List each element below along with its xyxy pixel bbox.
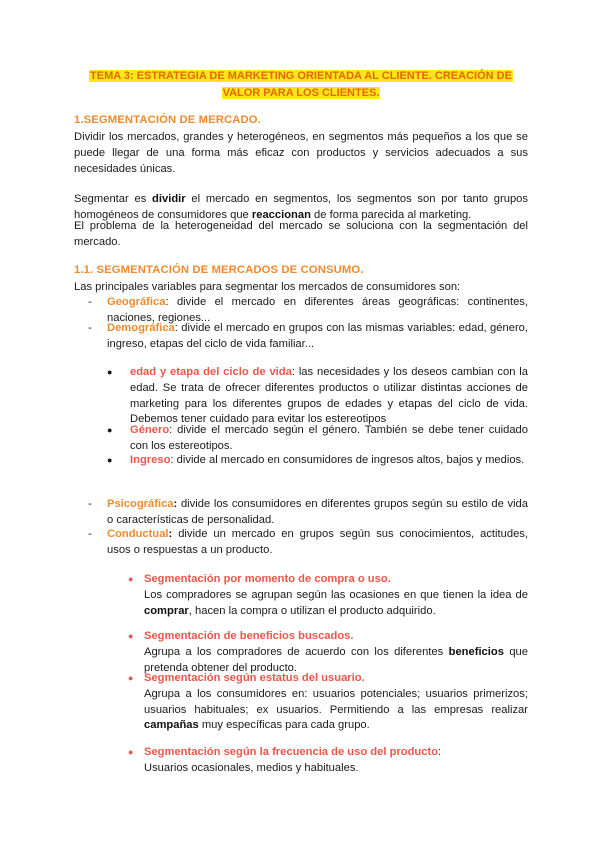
conductual-colon: : <box>168 528 173 540</box>
momento-text-c: , hacen la compra o utilizan el producto adquirido. <box>188 604 436 617</box>
momento-text-a: Los compradores se agrupan según las ocasiones en que tienen la idea de <box>144 588 528 601</box>
sub-beneficios <box>74 629 528 676</box>
ingreso-label: Ingreso <box>130 454 171 466</box>
section-1-para-3-wrap <box>74 219 528 251</box>
dash-marker: - <box>88 322 92 334</box>
item-conductual <box>74 527 528 559</box>
p2-c: el mercado en segmentos, los segmentos son por tanto grupos homogéneos de consumidores que <box>74 193 528 221</box>
edad-label: edad y etapa del ciclo de vida <box>130 366 292 378</box>
item-demografica <box>74 321 528 353</box>
dash-marker: - <box>88 296 92 308</box>
momento-comprar: comprar <box>144 604 189 617</box>
p2-e: de forma parecida al marketing. <box>310 208 472 221</box>
sub-frecuencia <box>74 745 528 777</box>
p2-a: Segmentar es <box>74 193 153 205</box>
beneficios-text-a: Agrupa a los compradores de acuerdo con los diferentes <box>144 645 449 658</box>
dash-marker: - <box>88 528 92 540</box>
estatus-text-a: Agrupa a los consumidores en: usuarios potenciales; usuarios primerizos; usuarios habituales; ex usuarios. Permitiendo a las empresas realizar <box>144 687 528 716</box>
bullet-icon: ● <box>107 367 113 377</box>
p2-dividir: dividir <box>152 193 186 205</box>
bullet-icon: ● <box>107 455 113 465</box>
document-page <box>74 0 528 774</box>
item-psicografica <box>74 497 528 529</box>
document-title <box>74 68 528 102</box>
title-line-2: VALOR PARA LOS CLIENTES. <box>222 87 380 99</box>
conductual-label: Conductual <box>107 528 169 540</box>
demografica-label: Demográfica <box>107 322 175 334</box>
bullet-ingreso <box>74 453 528 469</box>
bullet-genero <box>74 423 528 455</box>
estatus-text-c: muy específicas para cada grupo. <box>198 719 370 732</box>
bullet-edad <box>74 365 528 428</box>
estatus-campanas: campañas <box>144 719 199 732</box>
frecuencia-colon: : <box>438 746 442 758</box>
beneficios-text-c: que pretenda obtener del producto. <box>144 645 528 674</box>
section-1-1-intro-wrap <box>74 280 528 296</box>
psicografica-label: Psicográfica <box>107 498 174 510</box>
frecuencia-label: Segmentación según la frecuencia de uso del producto <box>144 746 439 758</box>
section-1-paragraph-3: El problema de la heterogeneidad del mercado se soluciona con la segmentación del mercado. <box>74 220 528 248</box>
geografica-text: : divide el mercado en diferentes áreas geográficas: continentes, naciones, regiones... <box>107 296 528 324</box>
sub-estatus <box>74 671 528 734</box>
bullet-icon: ● <box>128 574 134 584</box>
bullet-icon: ● <box>128 673 134 683</box>
section-1-1-heading-wrap <box>74 264 528 276</box>
edad-text: : las necesidades y los deseos cambian con la edad. Se trata de ofrecer diferentes productos o utilizar distintas acciones de marketing para los diferentes grupos de edades y etapas del ciclo de vida. Debemos tener cuidado para evitar los estereotipos <box>130 366 528 426</box>
title-line-1: TEMA 3: ESTRATEGIA DE MARKETING ORIENTADA AL CLIENTE. CREACIÓN DE <box>90 70 512 82</box>
sub-momento-compra <box>74 572 528 619</box>
section-1-1-intro: Las principales variables para segmentar los mercados de consumidores son: <box>74 281 461 293</box>
geografica-label: Geográfica <box>107 296 166 308</box>
momento-label: Segmentación por momento de compra o uso. <box>144 573 391 585</box>
psicografica-text: divide los consumidores en diferentes grupos según su estilo de vida o características de personalidad. <box>107 498 528 526</box>
section-1 <box>74 114 528 126</box>
bullet-icon: ● <box>128 631 134 641</box>
demografica-text: : divide el mercado en grupos con las mismas variables: edad, género, ingreso, etapas del ciclo de vida familiar... <box>107 322 528 350</box>
psicografica-colon: : <box>173 498 178 510</box>
section-1-1-heading: 1.1. SEGMENTACIÓN DE MERCADOS DE CONSUMO. <box>74 264 364 276</box>
section-1-paragraph-1: Dividir los mercados, grandes y heterogéneos, en segmentos más pequeños a los que se puede llegar de una forma más eficaz con productos y servicios adecuados a sus necesidades únicas. <box>74 131 528 175</box>
p2-reaccionan: reaccionan <box>251 208 311 221</box>
ingreso-text: : divide al mercado en consumidores de ingresos altos, bajos y medios. <box>170 454 525 466</box>
section-1-para-1-wrap <box>74 130 528 177</box>
conductual-text: divide un mercado en grupos según sus conocimientos, actitudes, usos o respuestas a un producto. <box>107 528 528 556</box>
beneficios-label: Segmentación de beneficios buscados. <box>144 630 354 642</box>
genero-text: : divide el mercado según el género. También se debe tener cuidado con los estereotipos. <box>130 424 528 452</box>
beneficios-bold: beneficios <box>448 645 504 658</box>
estatus-label: Segmentación según estatus del usuario. <box>144 672 365 684</box>
bullet-icon: ● <box>128 747 134 757</box>
section-1-heading: 1.SEGMENTACIÓN DE MERCADO. <box>74 114 261 126</box>
dash-marker: - <box>88 498 92 510</box>
bullet-icon: ● <box>107 425 113 435</box>
frecuencia-text: Usuarios ocasionales, medios y habituales. <box>144 761 359 774</box>
genero-label: Género <box>130 424 170 436</box>
